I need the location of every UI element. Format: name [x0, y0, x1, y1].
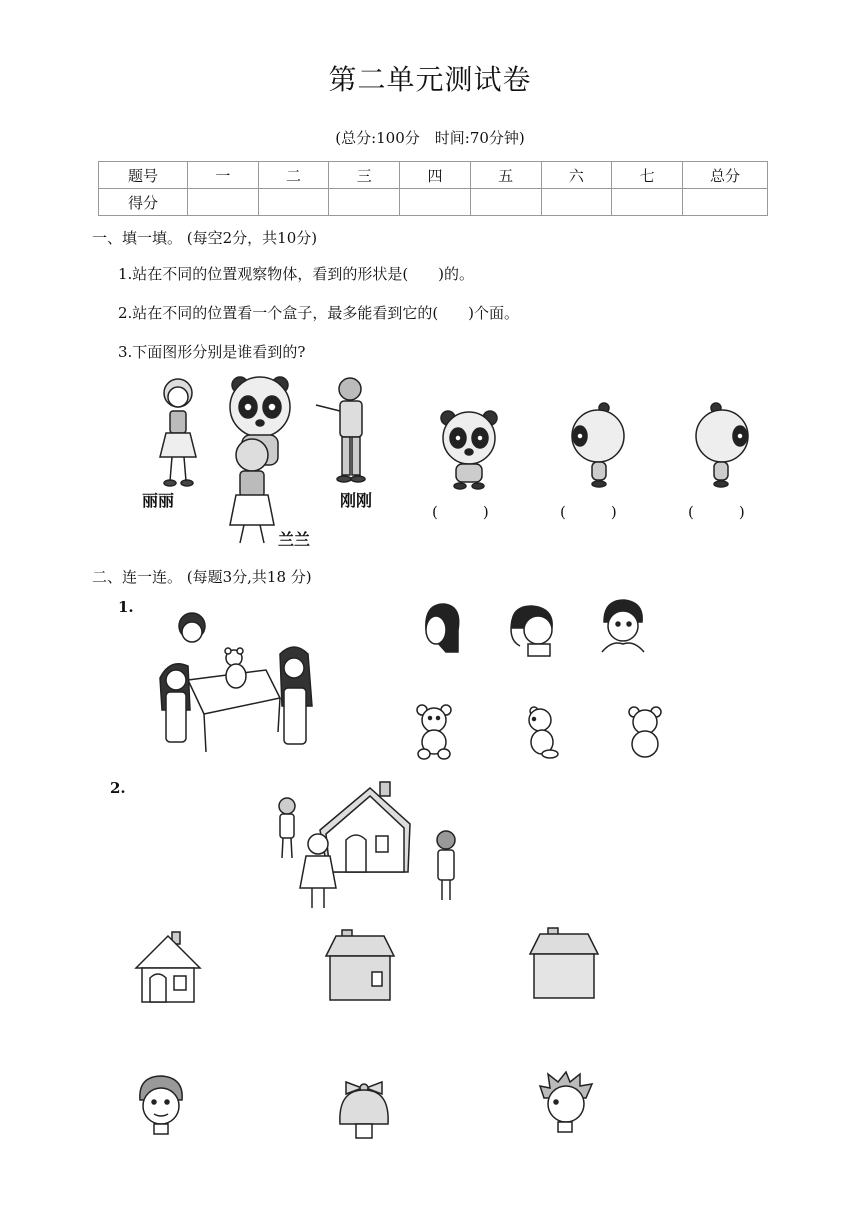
boy-curly-head-icon — [134, 1072, 188, 1138]
score-input-cell[interactable] — [329, 189, 400, 216]
name-label-ganggang: 刚刚 — [340, 491, 373, 510]
teddy-front-view-icon — [414, 704, 454, 760]
score-input-cell[interactable] — [541, 189, 612, 216]
answer-blank-3[interactable]: ( ) — [688, 503, 745, 521]
panda-front-view — [438, 408, 500, 490]
panda-side-view-left — [692, 400, 754, 490]
question-3: 3.下面图形分别是谁看到的? — [118, 343, 306, 361]
score-cell: 总分 — [683, 162, 768, 189]
section2-heading: 二、连一连。 (每题3分,共18 分) — [92, 568, 312, 586]
teddy-back-view-icon — [626, 706, 664, 760]
name-label-lili: 丽丽 — [142, 491, 175, 510]
panda-scene-illustration — [140, 375, 390, 550]
house-side-view-icon — [322, 928, 398, 1004]
section1-heading: 一、填一填。 (每空2分，共10分) — [92, 229, 318, 247]
score-table-header-row — [99, 162, 768, 189]
answer-blank-1[interactable]: ( ) — [432, 503, 489, 521]
score-input-cell[interactable] — [470, 189, 541, 216]
question-1: 1.站在不同的位置观察物体，看到的形状是( )的。 — [118, 265, 475, 283]
boy-spiky-head-icon — [536, 1068, 596, 1136]
page-title: 第二单元测试卷 — [328, 63, 532, 96]
house-back-view-icon — [526, 926, 602, 1002]
score-input-cell[interactable] — [400, 189, 471, 216]
score-cell: 二 — [258, 162, 329, 189]
score-cell: 五 — [470, 162, 541, 189]
girl-long-hair-head-icon — [418, 600, 464, 656]
score-input-cell[interactable] — [612, 189, 683, 216]
score-cell: 七 — [612, 162, 683, 189]
score-input-cell[interactable] — [683, 189, 768, 216]
score-cell: 得分 — [99, 189, 188, 216]
teddy-side-view-icon — [522, 706, 560, 760]
score-input-cell[interactable] — [188, 189, 259, 216]
name-label-lanlan: 兰兰 — [278, 530, 311, 549]
question-2: 2.站在不同的位置看一个盒子，最多能看到它的( )个面。 — [118, 304, 520, 322]
answer-blank-2[interactable]: ( ) — [560, 503, 617, 521]
score-cell: 题号 — [99, 162, 188, 189]
score-table — [98, 161, 768, 216]
boy-head-icon — [598, 598, 648, 654]
score-table-score-row — [99, 189, 768, 216]
score-cell: 一 — [188, 162, 259, 189]
score-cell: 四 — [400, 162, 471, 189]
house-kids-scene — [270, 780, 468, 918]
boy-ganggang-figure — [316, 378, 365, 482]
score-cell: 三 — [329, 162, 400, 189]
item-2-number: 2. — [110, 779, 126, 797]
table-teddy-scene — [148, 610, 326, 758]
panda-side-view-right — [566, 400, 628, 490]
page-subtitle: (总分:100分 时间:70分钟) — [335, 129, 525, 147]
score-input-cell[interactable] — [258, 189, 329, 216]
girl-ponytail-head-icon — [508, 600, 560, 658]
girl-lanlan-figure — [230, 439, 274, 543]
item-1-number: 1. — [118, 598, 134, 616]
house-front-view-icon — [134, 930, 202, 1004]
girl-lili-figure — [160, 379, 196, 486]
score-cell: 六 — [541, 162, 612, 189]
girl-bow-head-icon — [332, 1068, 396, 1142]
